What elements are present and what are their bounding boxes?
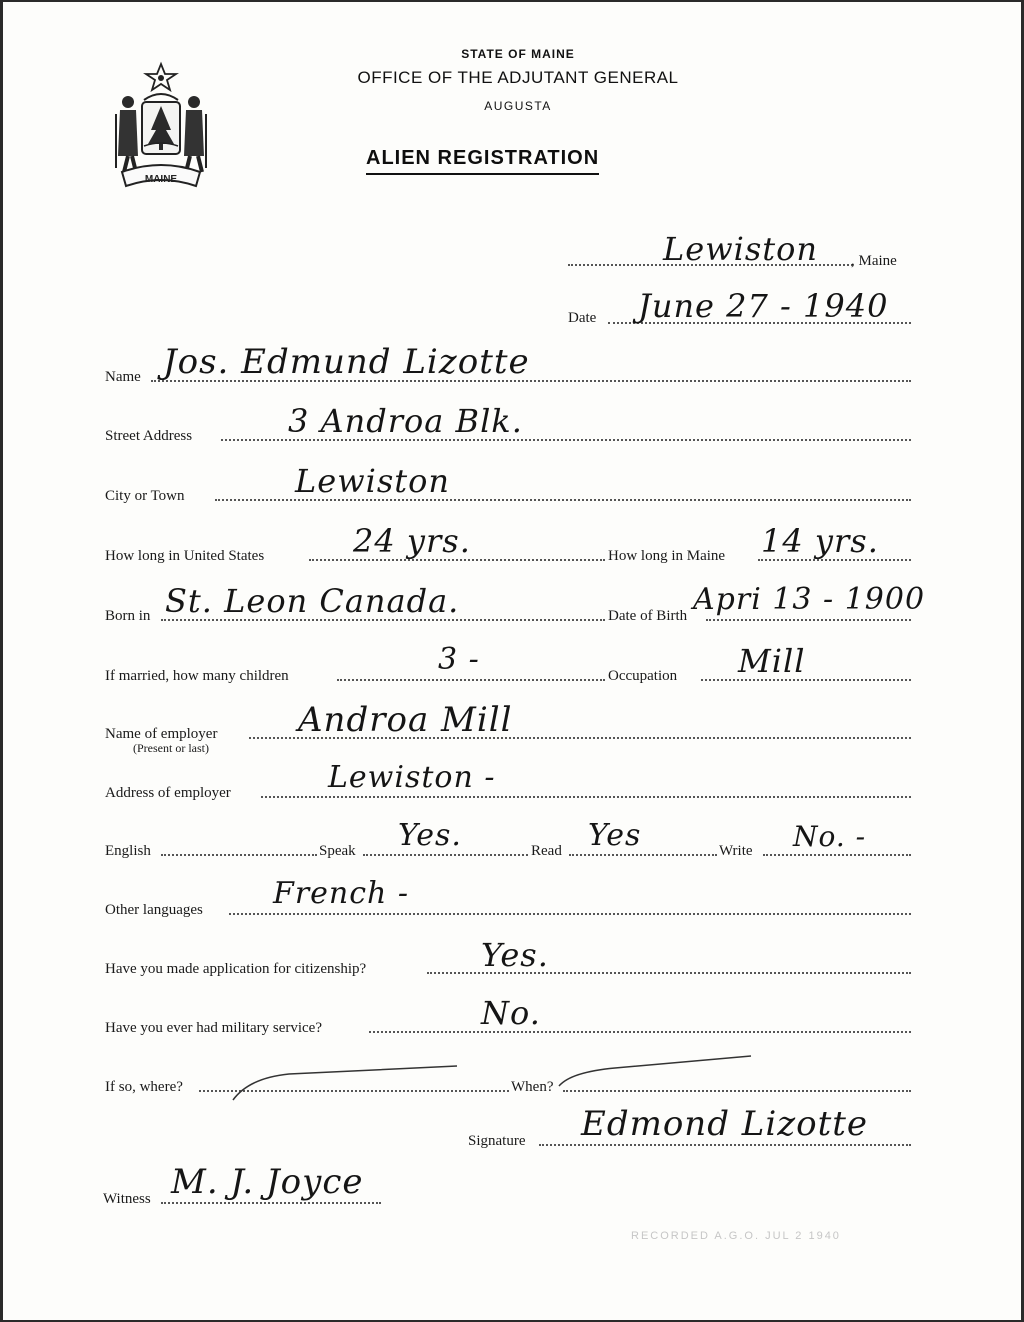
signature-label: Signature <box>468 1133 526 1149</box>
name-value: Jos. Edmund Lizotte <box>163 342 530 382</box>
name-label: Name <box>105 369 141 385</box>
place-value: Lewiston <box>663 230 818 268</box>
children-label: If married, how many children <box>105 668 289 684</box>
registration-form-page <box>3 2 1021 1320</box>
born-in-label: Born in <box>105 608 151 624</box>
received-stamp: RECORDED A.G.O. JUL 2 1940 <box>631 1230 841 1242</box>
employer-value: Androa Mill <box>298 700 513 740</box>
header-state: STATE OF MAINE <box>461 47 575 61</box>
street-value: 3 Androa Blk. <box>288 402 523 440</box>
street-label: Street Address <box>105 428 193 444</box>
speak-value: Yes. <box>398 818 462 853</box>
other-languages-label: Other languages <box>105 902 203 918</box>
other-languages-value: French - <box>273 876 410 911</box>
how-long-us-label: How long in United States <box>105 548 265 564</box>
witness-label: Witness <box>103 1191 151 1207</box>
city-value: Lewiston <box>295 462 450 500</box>
date-label: Date <box>568 310 597 326</box>
employer-address-value: Lewiston - <box>328 760 496 795</box>
where-label: If so, where? <box>105 1079 183 1095</box>
place-suffix: , Maine <box>851 253 897 269</box>
how-long-us-value: 24 yrs. <box>353 522 471 560</box>
citizenship-value: Yes. <box>481 936 549 974</box>
date-of-birth-value: Apri 13 - 1900 <box>693 582 926 617</box>
form-title: ALIEN REGISTRATION <box>366 147 599 175</box>
how-long-maine-label: How long in Maine <box>608 548 726 564</box>
speak-label: Speak <box>319 843 356 859</box>
witness-value: M. J. Joyce <box>171 1162 364 1202</box>
employer-address-label: Address of employer <box>105 785 231 801</box>
employer-sublabel: (Present or last) <box>133 741 209 755</box>
how-long-maine-value: 14 yrs. <box>761 522 879 560</box>
write-label: Write <box>719 843 753 859</box>
read-label: Read <box>531 843 562 859</box>
dash-stroke-where <box>229 1060 459 1104</box>
born-in-value: St. Leon Canada. <box>165 582 460 620</box>
when-label: When? <box>511 1079 554 1095</box>
signature-value: Edmond Lizotte <box>581 1104 869 1144</box>
occupation-label: Occupation <box>608 668 678 684</box>
employer-label: Name of employer <box>105 726 218 742</box>
read-value: Yes <box>588 818 642 853</box>
header-city: AUGUSTA <box>484 99 552 113</box>
dash-stroke-when <box>555 1052 755 1092</box>
svg-text:MAINE: MAINE <box>144 174 178 185</box>
citizenship-label: Have you made application for citizenship? <box>105 961 367 977</box>
military-value: No. <box>481 994 541 1032</box>
date-of-birth-label: Date of Birth <box>608 608 688 624</box>
english-label: English <box>105 843 151 859</box>
occupation-value: Mill <box>738 642 806 680</box>
children-value: 3 - <box>438 642 480 677</box>
city-label: City or Town <box>105 488 185 504</box>
write-value: No. - <box>793 820 867 853</box>
header-office: OFFICE OF THE ADJUTANT GENERAL <box>357 68 679 87</box>
date-value: June 27 - 1940 <box>638 287 889 325</box>
military-label: Have you ever had military service? <box>105 1020 322 1036</box>
